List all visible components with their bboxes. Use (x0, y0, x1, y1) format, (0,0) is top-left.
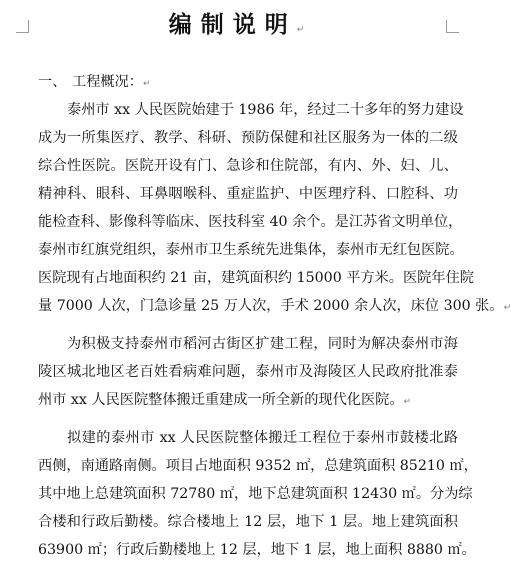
paragraph-mark: ↵ (503, 303, 511, 313)
body-line: 拟建的泰州市 xx 人民医院整体搬迁工程位于泰州市鼓楼北路 (67, 430, 458, 446)
body-line: 医院现有占地面积约 21 亩，建筑面积约 15000 平方米。医院年住院 (38, 270, 474, 286)
paragraph-mark: ↵ (403, 397, 412, 407)
body-line: 其中地上总建筑面积 72780 ㎡，地下总建筑面积 12430 ㎡。分为综 (38, 486, 473, 502)
section-heading (38, 68, 151, 96)
body-line: 陵区城北地区老百姓看病难问题，泰州市及海陵区人民政府批准泰 (38, 364, 458, 380)
paragraph-end-line (38, 386, 458, 414)
body-line-text: 州市 xx 人民医院整体搬迁重建成一所全新的现代化医院。 (38, 392, 404, 408)
body-line: 为积极支持泰州市稻河古街区扩建工程，同时为解决泰州市海 (67, 336, 458, 352)
body-line: 西侧，南通路南侧。项目占地面积 9352 ㎡，总建筑面积 85210 ㎡， (38, 458, 478, 474)
body-line: 精神科、眼科、耳鼻咽喉科、重症监护、中医理疗科、口腔科、功 (38, 186, 458, 202)
body-line-text: 量 7000 人次，门急诊量 25 万人次，手术 2000 余人次，床位 300 张。 (38, 298, 504, 314)
body-line: 63900 ㎡；行政后勤楼地上 12 层，地下 1 层，地上面积 8880 ㎡。 (38, 542, 476, 558)
paragraph-mark: ↵ (142, 79, 151, 89)
paragraph-mark: ↵ (296, 25, 305, 35)
body-line: 成为一所集医疗、教学、科研、预防保健和社区服务为一体的二级 (38, 130, 458, 146)
document-title (0, 10, 473, 45)
body-line: 泰州市 xx 人民医院始建于 1986 年，经过二十多年的努力建设 (67, 102, 464, 118)
body-line: 合楼和行政后勤楼。综合楼地上 12 层，地下 1 层。地上建筑面积 (38, 514, 458, 530)
section-number: 一、 (38, 74, 67, 90)
body-line: 泰州市红旗党组织，泰州市卫生系统先进集体，泰州市无红包医院。 (38, 242, 464, 258)
paragraph-end-line (38, 292, 511, 320)
body-line: 能检查科、影像科等临床、医技科室 40 余个。是江苏省文明单位， (38, 214, 463, 230)
body-line: 综合性医院。医院开设有门、急诊和住院部，有内、外、妇、儿、 (38, 158, 458, 174)
title-text: 编制说明 (168, 12, 297, 38)
section-heading-text: 工程概况： (72, 74, 143, 90)
